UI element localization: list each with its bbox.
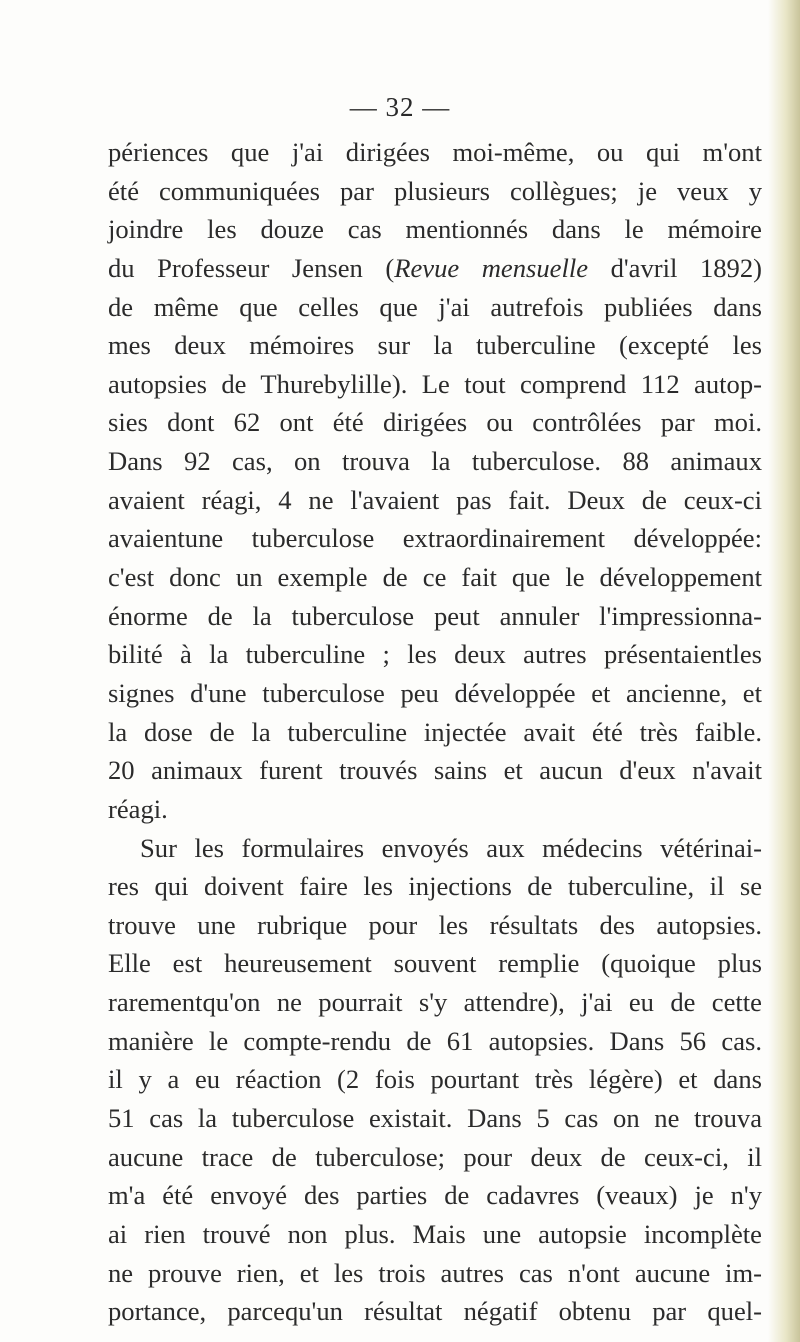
text-span: manière le compte-rendu de 61 autopsies. Dans 56 cas. <box>108 1025 762 1056</box>
text-span: il y a eu réaction (2 fois pourtant très légère) et dans <box>108 1064 762 1095</box>
text-span: sies dont 62 ont été dirigées ou contrôlées par moi. <box>108 407 762 438</box>
text-line <box>108 1138 762 1177</box>
text-line <box>108 519 762 558</box>
text-line <box>108 635 762 674</box>
text-span: été communiquées par plusieurs collègues; je veux y <box>108 175 762 206</box>
text-span: la dose de la tuberculine injectée avait été très faible. <box>108 716 762 747</box>
text-span: portance, parcequ'un résultat négatif obtenu par quel- <box>108 1296 762 1327</box>
text-span: signes d'une tuberculose peu développée et ancienne, et <box>108 677 762 708</box>
text-line <box>108 403 762 442</box>
text-span: c'est donc un exemple de ce fait que le développement <box>108 562 762 593</box>
text-line <box>108 829 762 868</box>
text-line <box>108 558 762 597</box>
text-line <box>108 1292 762 1331</box>
text-line <box>108 1099 762 1138</box>
text-line <box>108 867 762 906</box>
text-line <box>108 1022 762 1061</box>
text-line <box>108 597 762 636</box>
text-span: Sur les formulaires envoyés aux médecins vétérinai- <box>140 832 762 863</box>
text-span: bilité à la tuberculine ; les deux autres présentaientles <box>108 639 762 670</box>
text-line <box>108 713 762 752</box>
text-span: m'a été envoyé des parties de cadavres (veaux) je n'y <box>108 1180 762 1211</box>
text-line <box>108 1060 762 1099</box>
text-span: avaient réagi, 4 ne l'avaient pas fait. Deux de ceux-ci <box>108 484 762 515</box>
page-edge-shadow <box>768 0 800 1342</box>
body-text <box>108 133 762 1331</box>
text-span: res qui doivent faire les injections de tuberculine, il se <box>108 871 762 902</box>
text-line <box>108 1176 762 1215</box>
text-span: énorme de la tuberculose peut annuler l'impressionna- <box>108 600 762 631</box>
text-line <box>108 983 762 1022</box>
text-line <box>108 674 762 713</box>
text-span: 20 animaux furent trouvés sains et aucun d'eux n'avait <box>108 755 762 786</box>
text-span: Elle est heureusement souvent remplie (quoique plus <box>108 948 762 979</box>
text-line <box>108 172 762 211</box>
text-line <box>108 249 762 288</box>
text-line <box>108 210 762 249</box>
text-line <box>108 1254 762 1293</box>
text-line <box>108 326 762 365</box>
journal-title: Revue mensuelle <box>394 252 589 283</box>
text-span: réagi. <box>108 793 168 824</box>
text-line <box>108 751 762 790</box>
text-span: trouve une rubrique pour les résultats des autopsies. <box>108 909 762 940</box>
text-line <box>108 288 762 327</box>
page-number: — 32 — <box>349 92 451 122</box>
text-span: aucune trace de tuberculose; pour deux de ceux-ci, il <box>108 1141 762 1172</box>
text-span: rarementqu'on ne pourrait s'y attendre), j'ai eu de cette <box>108 987 762 1018</box>
text-line <box>108 906 762 945</box>
text-line <box>108 1215 762 1254</box>
text-span: du Professeur Jensen ( <box>108 252 395 283</box>
text-span: ne prouve rien, et les trois autres cas n'ont aucune im- <box>108 1257 762 1288</box>
text-line <box>108 944 762 983</box>
text-span: d'avril 1892) <box>588 252 762 283</box>
text-line <box>108 790 762 829</box>
text-span: ai rien trouvé non plus. Mais une autopsie incomplète <box>108 1218 762 1249</box>
text-span: autopsies de Thurebylille). Le tout comprend 112 autop- <box>108 368 762 399</box>
text-line <box>108 442 762 481</box>
text-span: de même que celles que j'ai autrefois publiées dans <box>108 291 762 322</box>
text-span: joindre les douze cas mentionnés dans le mémoire <box>108 214 762 245</box>
text-span: Dans 92 cas, on trouva la tuberculose. 88 animaux <box>108 446 762 477</box>
text-line <box>108 481 762 520</box>
text-span: mes deux mémoires sur la tuberculine (excepté les <box>108 330 762 361</box>
text-span: 51 cas la tuberculose existait. Dans 5 cas on ne trouva <box>108 1103 762 1134</box>
text-line <box>108 133 762 172</box>
text-span: avaientune tuberculose extraordinairement développée: <box>108 523 762 554</box>
text-span: périences que j'ai dirigées moi-même, ou qui m'ont <box>108 137 762 167</box>
text-line <box>108 365 762 404</box>
